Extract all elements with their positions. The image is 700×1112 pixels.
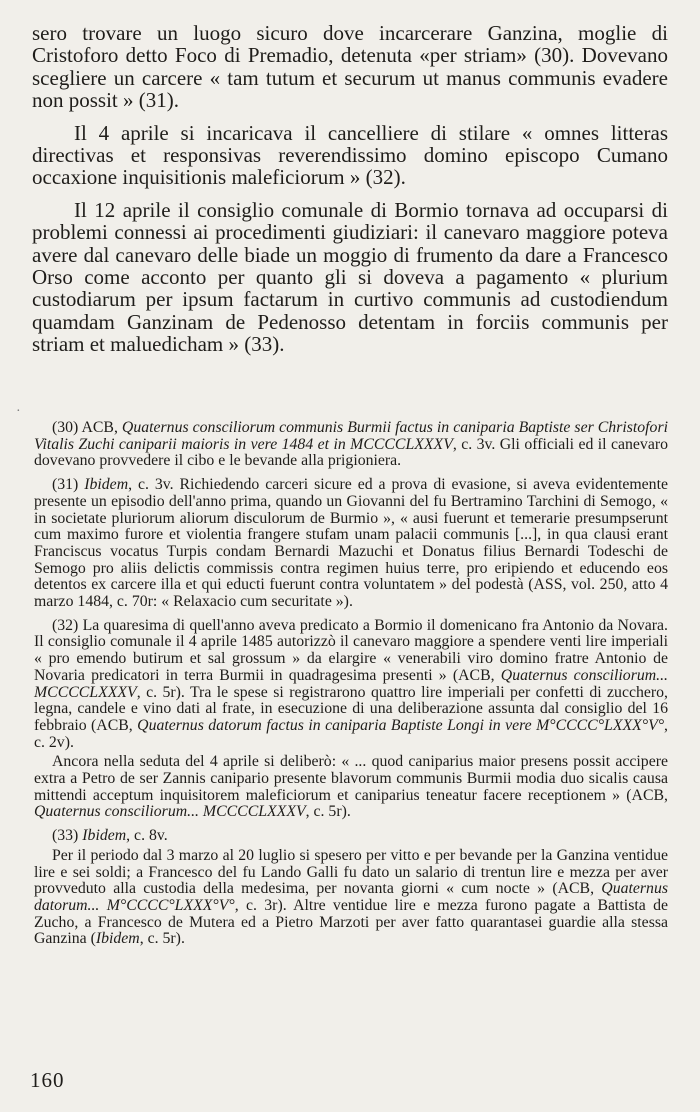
footnote-32-continued: Ancora nella seduta del 4 aprile si deliberò: « ... quod caniparius maior presens possit accipere extra a Petro de ser Zannis canipario presente blavorum communis Burmii modia duo sicalis causa mittendi acceptum inquisitorem maleficiorum et caniparius teneatur facere receptionem » (ACB, Quaternus consciliorum... MCCCCLXXXV, c. 5r). [34, 753, 668, 821]
footnote-30: (30) ACB, Quaternus consciliorum communis Burmii factus in caniparia Baptiste ser Christofori Vitalis Zuchi caniparii maioris in vere 1484 et in MCCCCLXXXV, c. 3v. Gli officiali ed il canevaro dovevano provvedere il cibo e le bevande alla prigioniera. [34, 419, 668, 470]
paragraph-april-4: Il 4 aprile si incaricava il cancelliere di stilare « omnes litteras directivas et responsivas reverendissimo domino episcopo Cumano occaxione inquisitionis maleficiorum » (32). [32, 120, 668, 190]
footnote-32: (32) La quaresima di quell'anno aveva predicato a Bormio il domenicano fra Antonio da Novara. Il consiglio comunale il 4 aprile 1485 autorizzò il canevaro maggiore a spendere venti lire imperiali « pro emendo butirum et sal grossum » da elargire « venerabili viro domino fratre Antonio de Novaria predicatori in terra Burmii in quadragesima presenti » (ACB, Quaternus consciliorum... MCCCCLXXXV, c. 5r). Tra le spese si registrarono quattro lire imperiali per confetti di zucchero, legna, candele e vino dati al frate, in esecuzione di una deliberazione assunta dal consiglio del 16 febbraio (ACB, Quaternus datorum factus in caniparia Baptiste Longi in vere M°CCCC°LXXX°V°, c. 2v). [34, 616, 669, 751]
footnote-33-continued: Per il periodo dal 3 marzo al 20 luglio si spesero per vitto e per bevande per la Ganzina ventidue lire e sei soldi; a Francesco del fu Lando Galli fu dato un salario di trentun lire e mezza per aver provveduto alla custodia della medesima, per novanta giorni « cum nocte » (ACB, Quaternus datorum... M°CCCC°LXXX°V°, c. 3r). Altre ventidue lire e mezza furono pagate a Battista de Zucho, a Francesco de Mutera ed a Pietro Marzoti per aver fatto quarantasei guardie alla stessa Ganzina (Ibidem, c. 5r). [34, 846, 668, 948]
paragraph-april-12: Il 12 aprile il consiglio comunale di Bormio tornava ad occuparsi di problemi connessi ai procedimenti giudiziari: il canevaro maggiore poteva avere dal canevaro delle biade un moggio di frumento da dare a Francesco Orso come acconto per quanto gli si doveva a pagamento « plurium custodiarum per ipsum factarum in curtivo communis ad custodiendum quamdam Ganzinam de Pedenosso detentam in forciis communis per striam et maluedicham » (33). [32, 197, 668, 357]
footnotes [34, 420, 668, 955]
main-text [32, 22, 668, 366]
page-number: 160 [30, 1068, 65, 1092]
margin-mark: · [16, 404, 21, 419]
footnote-33: (33) Ibidem, c. 8v. [52, 827, 168, 845]
paragraph-continuation: sero trovare un luogo sicuro dove incarcerare Ganzina, moglie di Cristoforo detto Foco di Premadio, detenuta «per striam» (30). Dovevano scegliere un carcere « tam tutum et securum ut manus communis evadere non possit » (31). [32, 21, 668, 113]
footnote-31: (31) Ibidem, c. 3v. Richiedendo carceri sicure ed a prova di evasione, si aveva evidentemente presente un episodio dell'anno prima, quando un Giovanni del fu Bertramino Tarchini di Semogo, « in societate pluriorum aliorum disculorum de Burmio », « ausi fuerunt et temerarie presumpserunt cum maximo furore et violentia frangere stufam unam palacii communis [...], in qua clausi erant Franciscus vocatus Turpis condam Bernardi Mazuchi et Donatus filius Bernardi Todeschi de Semogo pro aliis delictis commissis contra regimen huius terre, pro eripiendo et educendo eos detentos ex carcere illa et qui educti fuerunt contra voluntatem » del podestà (ASS, vol. 250, atto 4 marzo 1484, c. 70r: « Relaxacio cum securitate »). [34, 476, 668, 611]
